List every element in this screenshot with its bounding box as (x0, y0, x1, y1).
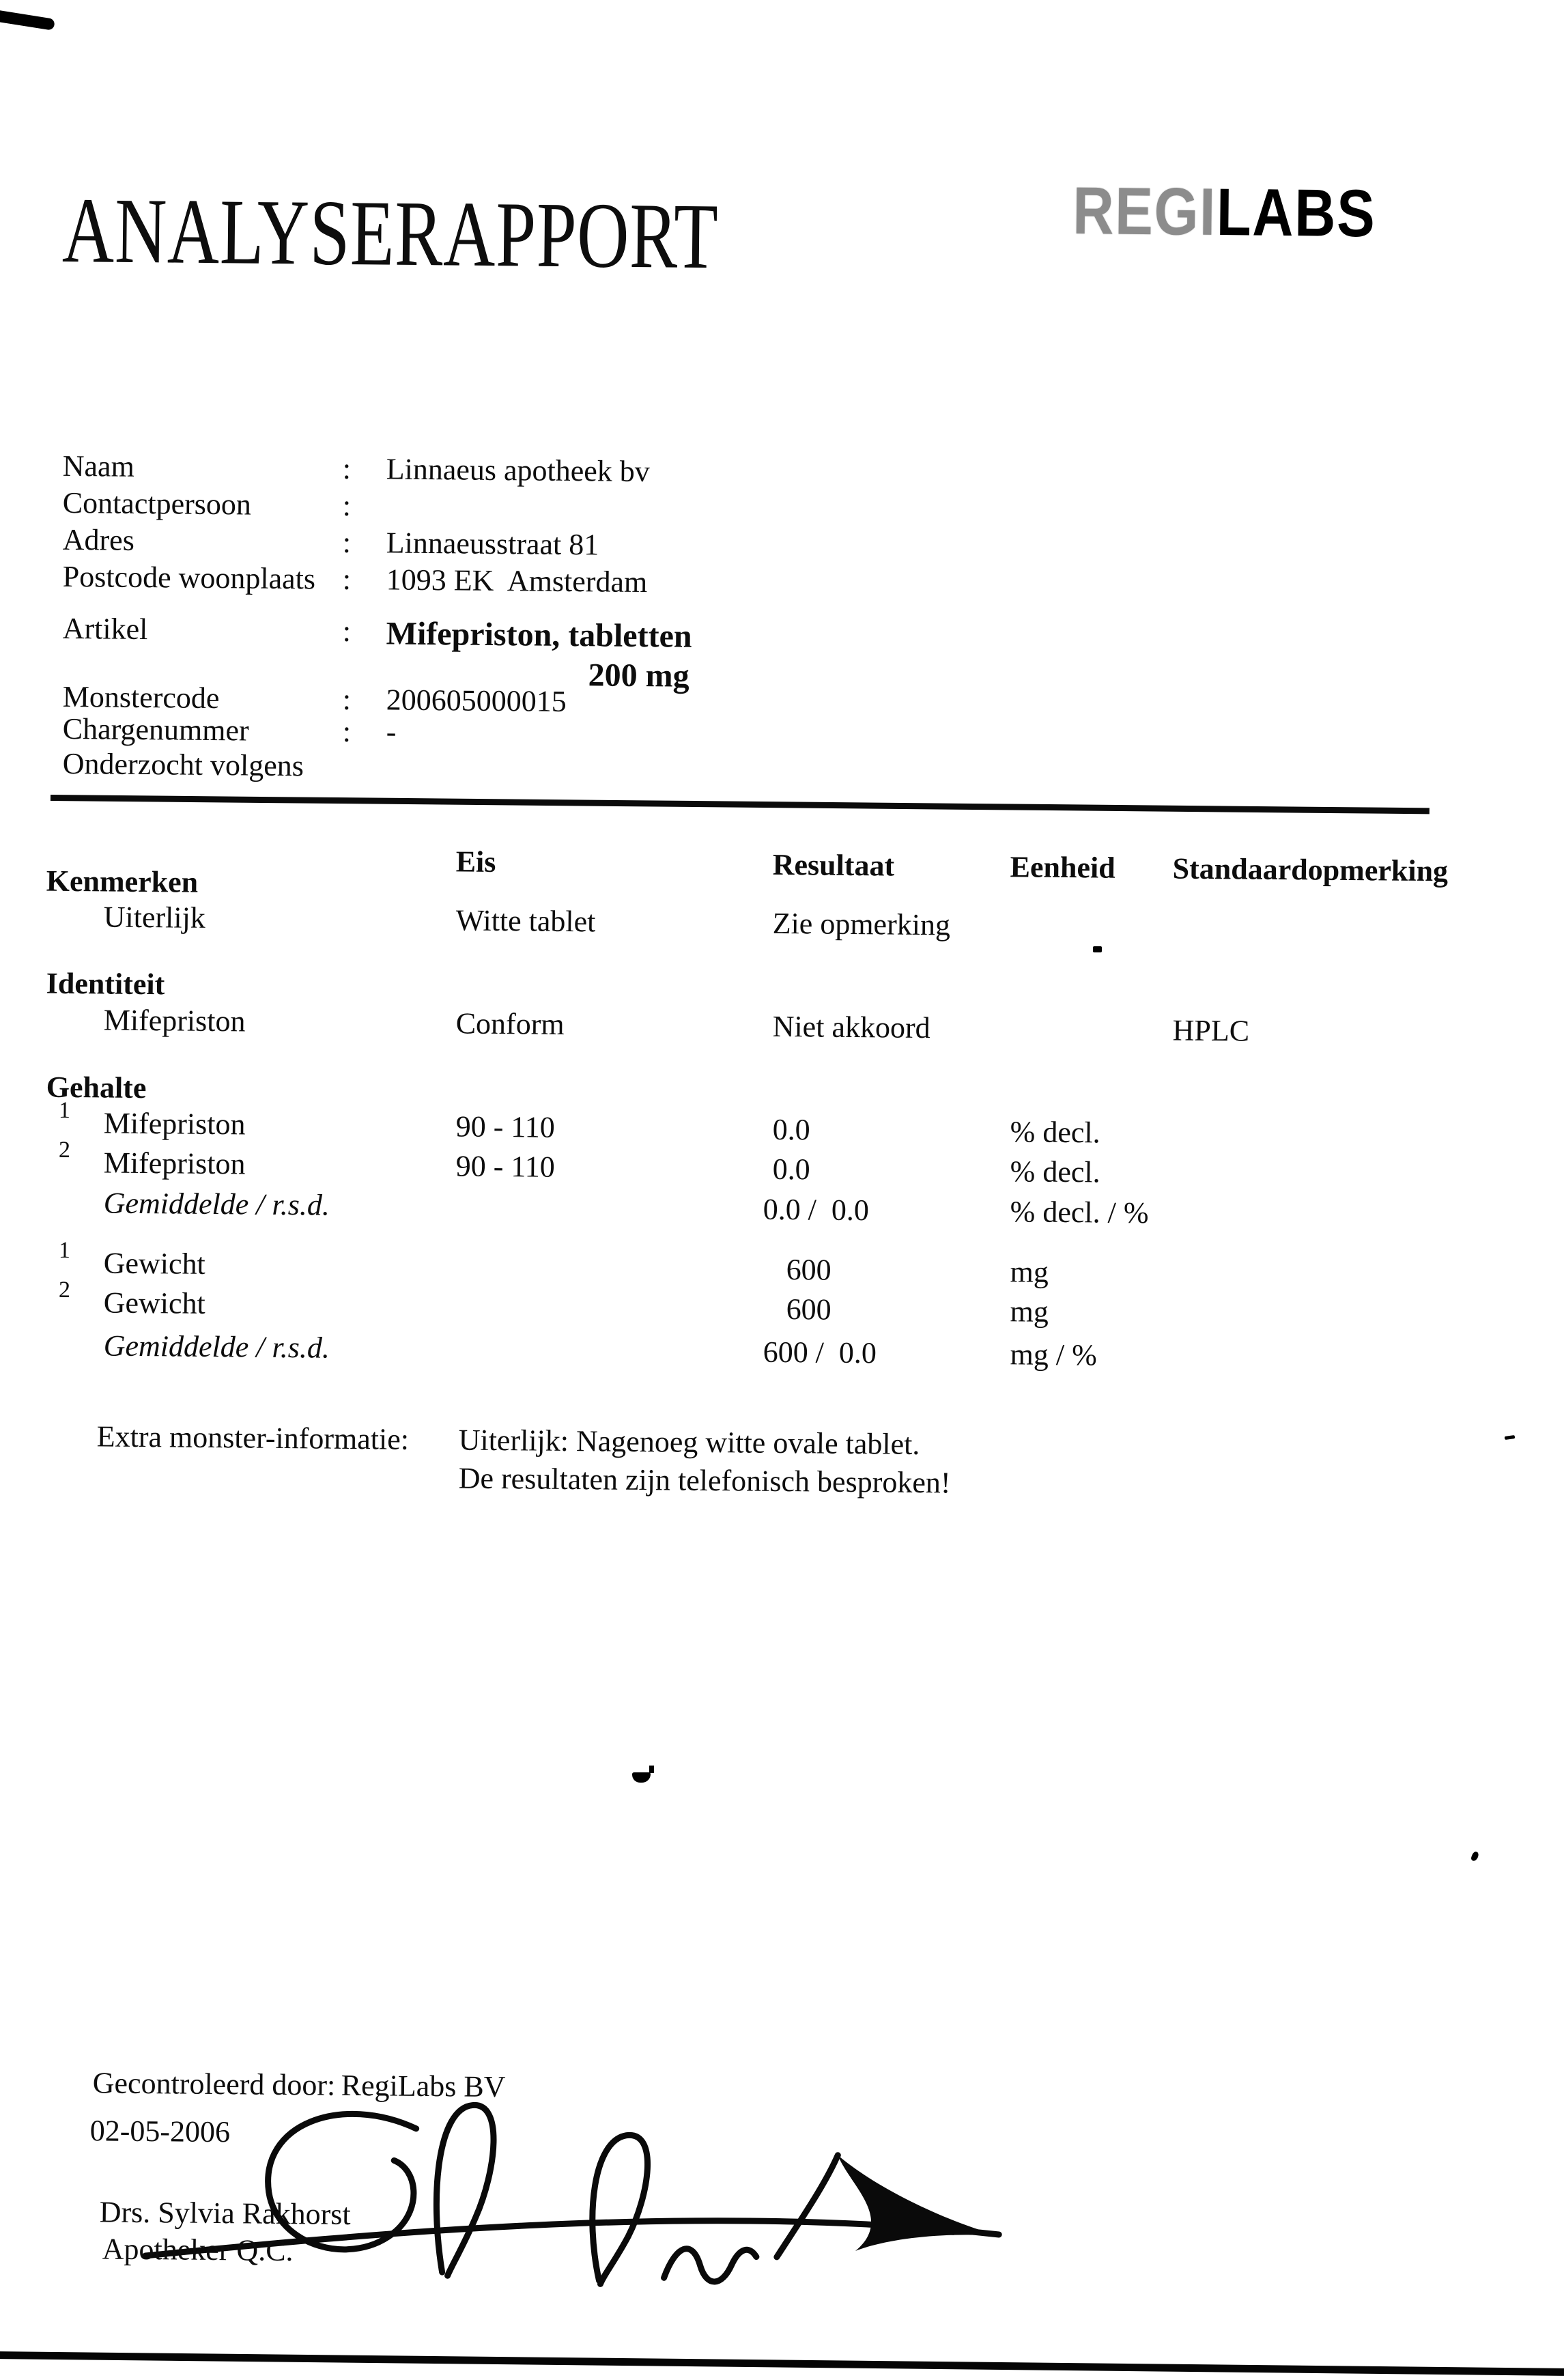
info-label: Adres (62, 522, 135, 557)
signer-role: Apotheker Q.C. (102, 2232, 294, 2268)
row-number: 2 (58, 1137, 71, 1163)
colon: : (342, 682, 352, 716)
row-eenheid: % decl. (1010, 1115, 1100, 1150)
row-name: Mifepriston (103, 1003, 246, 1038)
row-eenheid: % decl. (1010, 1154, 1100, 1189)
info-label: Monstercode (62, 679, 220, 716)
info-label: Artikel (62, 611, 148, 647)
row-name: Gemiddelde / r.s.d. (103, 1186, 330, 1222)
scan-artifact-speck (1093, 946, 1102, 952)
row-eis: Witte tablet (455, 903, 596, 939)
row-name: Uiterlijk (103, 900, 206, 935)
info-label: Chargenummer (62, 711, 249, 748)
article-strength: 200 mg (588, 657, 689, 694)
extra-info-label: Extra monster-informatie: (96, 1419, 410, 1456)
colon: : (342, 488, 352, 522)
row-resultaat: 0.0 (772, 1152, 810, 1187)
section-title: Gehalte (46, 1070, 147, 1105)
report-title: ANALYSERAPPORT (61, 178, 719, 289)
row-eis: Conform (455, 1006, 565, 1041)
scan-artifact-bottom-edge-line (0, 2351, 1564, 2376)
checked-by-label: Gecontroleerd door: (92, 2066, 336, 2102)
row-number: 1 (58, 1097, 71, 1123)
section-title: Kenmerken (46, 864, 199, 899)
logo-text-regi: REGI (1072, 172, 1217, 250)
signer-name: Drs. Sylvia Rakhorst (99, 2195, 351, 2231)
column-header-resultaat: Resultaat (772, 847, 895, 883)
report-date: 02-05-2006 (89, 2114, 231, 2149)
row-resultaat: 0.0 / 0.0 (763, 1192, 870, 1228)
info-label: Contactpersoon (62, 485, 252, 522)
row-resultaat: 600 / 0.0 (763, 1335, 877, 1370)
row-resultaat: 600 (786, 1292, 831, 1327)
row-number: 1 (58, 1237, 71, 1263)
row-eenheid: % decl. / % (1010, 1195, 1149, 1230)
scan-artifact-top-left-bar (0, 10, 55, 31)
scan-artifact-ink-blob (632, 1772, 651, 1783)
info-value: Linnaeusstraat 81 (386, 526, 599, 562)
row-resultaat: 600 (786, 1253, 831, 1287)
column-header-eenheid: Eenheid (1010, 850, 1115, 885)
article-name: Mifepriston, tabletten (386, 615, 692, 655)
row-name: Gewicht (103, 1286, 206, 1320)
colon: : (342, 451, 352, 485)
row-eenheid: mg (1010, 1255, 1049, 1289)
table-top-rule (51, 795, 1430, 814)
extra-info-line1: Uiterlijk: Nagenoeg witte ovale tablet. (458, 1423, 920, 1461)
colon: : (342, 562, 352, 596)
extra-info-line2: De resultaten zijn telefonisch besproken! (458, 1461, 951, 1500)
batch-number: - (386, 715, 397, 749)
row-name: Gewicht (103, 1246, 206, 1281)
info-label: Onderzocht volgens (62, 746, 304, 783)
colon: : (342, 714, 352, 748)
info-label: Naam (62, 449, 135, 483)
info-value: Linnaeus apotheek bv (386, 452, 651, 489)
row-resultaat: Niet akkoord (772, 1009, 930, 1045)
row-eis: 90 - 110 (455, 1149, 555, 1184)
section-title: Identiteit (46, 966, 165, 1002)
row-eis: 90 - 110 (455, 1109, 555, 1144)
logo-text-labs: LABS (1216, 174, 1376, 251)
row-eenheid: mg / % (1010, 1337, 1098, 1372)
sample-code: 200605000015 (386, 683, 567, 718)
row-eenheid: mg (1010, 1294, 1049, 1329)
row-resultaat: 0.0 (772, 1112, 810, 1147)
row-name: Mifepriston (103, 1146, 246, 1181)
row-standaardopmerking: HPLC (1172, 1013, 1250, 1048)
scan-artifact-speck (1470, 1851, 1480, 1862)
colon: : (342, 614, 352, 648)
info-value: 1093 EK Amsterdam (386, 563, 648, 599)
column-header-eis: Eis (455, 845, 496, 879)
column-header-standaardopmerking: Standaardopmerking (1172, 851, 1449, 888)
row-resultaat: Zie opmerking (772, 906, 951, 942)
checked-by-value: RegiLabs BV (341, 2068, 506, 2104)
colon: : (342, 525, 352, 559)
info-label: Postcode woonplaats (62, 559, 316, 596)
row-number: 2 (58, 1277, 71, 1303)
row-name: Gemiddelde / r.s.d. (103, 1329, 330, 1365)
row-name: Mifepriston (103, 1106, 246, 1142)
regilabs-logo (1072, 172, 1376, 252)
